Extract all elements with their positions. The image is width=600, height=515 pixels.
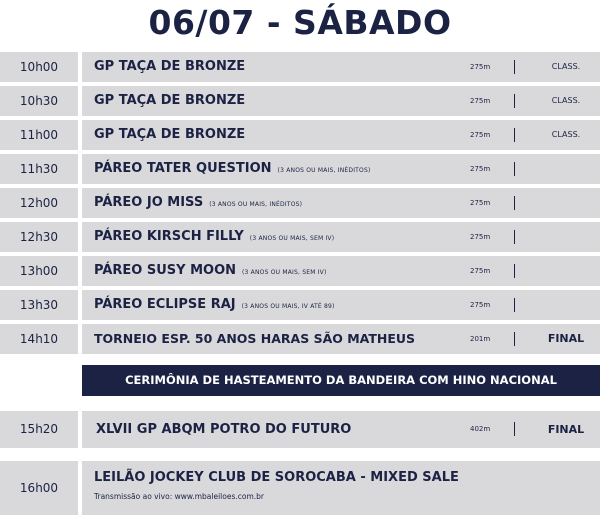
row-time: 11h00 <box>0 120 78 150</box>
race-note: (3 ANOS OU MAIS, IV ATÉ 89) <box>241 303 335 310</box>
schedule-row <box>0 222 600 252</box>
race-type: CLASS. <box>551 96 581 105</box>
schedule-row <box>0 188 600 218</box>
race-note: (3 ANOS OU MAIS, INÉDITOS) <box>277 167 371 174</box>
row-main <box>82 188 600 218</box>
race-type: FINAL <box>547 332 585 345</box>
race-distance: 275m <box>470 233 491 241</box>
separator <box>514 230 515 244</box>
row-time: 16h00 <box>0 461 78 515</box>
race-name: PÁREO TATER QUESTION (3 ANOS OU MAIS, INÉDITOS) <box>94 161 371 176</box>
race-name: PÁREO ECLIPSE RAJ (3 ANOS OU MAIS, IV ATÉ 89) <box>94 297 335 312</box>
schedule-row <box>0 86 600 116</box>
race-type: FINAL <box>547 423 585 436</box>
row-time: 11h30 <box>0 154 78 184</box>
row-time: 13h00 <box>0 256 78 286</box>
separator <box>514 128 515 142</box>
race-distance: 275m <box>470 199 491 207</box>
race-name: XLVII GP ABQM POTRO DO FUTURO <box>96 422 352 437</box>
row-main <box>82 411 600 448</box>
separator <box>514 162 515 176</box>
schedule-row <box>0 256 600 286</box>
broadcast-info: Transmissão ao vivo: www.mbaleiloes.com.br <box>94 492 264 501</box>
auction-row <box>0 461 600 515</box>
row-time: 12h30 <box>0 222 78 252</box>
race-name: TORNEIO ESP. 50 ANOS HARAS SÃO MATHEUS <box>94 331 416 346</box>
race-distance: 201m <box>470 335 491 343</box>
race-note: (3 ANOS OU MAIS, SEM IV) <box>249 235 335 242</box>
race-note: (3 ANOS OU MAIS, SEM IV) <box>242 269 327 276</box>
row-main <box>82 86 600 116</box>
race-distance: 275m <box>470 63 491 71</box>
row-main <box>82 461 600 515</box>
row-main <box>82 222 600 252</box>
schedule-row <box>0 120 600 150</box>
row-main <box>82 154 600 184</box>
race-type: CLASS. <box>551 130 581 139</box>
schedule-row <box>0 411 600 448</box>
race-name: GP TAÇA DE BRONZE <box>94 93 246 108</box>
separator <box>514 264 515 278</box>
race-name: GP TAÇA DE BRONZE <box>94 127 246 142</box>
schedule-row <box>0 324 600 354</box>
row-time: 10h30 <box>0 86 78 116</box>
race-distance: 275m <box>470 165 491 173</box>
row-time: 12h00 <box>0 188 78 218</box>
race-distance: 275m <box>470 301 491 309</box>
separator <box>514 298 515 312</box>
schedule-row <box>0 154 600 184</box>
auction-name: LEILÃO JOCKEY CLUB DE SOROCABA - MIXED SALE <box>94 470 459 485</box>
row-main <box>82 120 600 150</box>
top-edge <box>0 0 600 3</box>
race-distance: 275m <box>470 267 491 275</box>
row-time: 15h20 <box>0 411 78 448</box>
row-time: 14h10 <box>0 324 78 354</box>
race-distance: 275m <box>470 97 491 105</box>
separator <box>514 196 515 210</box>
row-main <box>82 290 600 320</box>
ceremony-banner: CERIMÔNIA DE HASTEAMENTO DA BANDEIRA COM HINO NACIONAL <box>82 365 600 396</box>
schedule-row <box>0 290 600 320</box>
race-type: CLASS. <box>551 62 581 71</box>
row-main <box>82 256 600 286</box>
separator <box>514 94 515 108</box>
race-distance: 402m <box>470 425 491 433</box>
separator <box>514 422 515 436</box>
race-name: GP TAÇA DE BRONZE <box>94 59 246 74</box>
page-title: 06/07 - SÁBADO <box>148 3 452 42</box>
race-name: PÁREO JO MISS (3 ANOS OU MAIS, INÉDITOS) <box>94 195 303 210</box>
row-time: 10h00 <box>0 52 78 82</box>
row-main <box>82 52 600 82</box>
race-name: PÁREO KIRSCH FILLY (3 ANOS OU MAIS, SEM IV) <box>94 229 335 244</box>
row-time: 13h30 <box>0 290 78 320</box>
separator <box>514 332 515 346</box>
race-name: PÁREO SUSY MOON (3 ANOS OU MAIS, SEM IV) <box>94 263 327 278</box>
race-distance: 275m <box>470 131 491 139</box>
row-main <box>82 324 600 354</box>
schedule-row <box>0 52 600 82</box>
race-note: (3 ANOS OU MAIS, INÉDITOS) <box>209 201 303 208</box>
separator <box>514 60 515 74</box>
